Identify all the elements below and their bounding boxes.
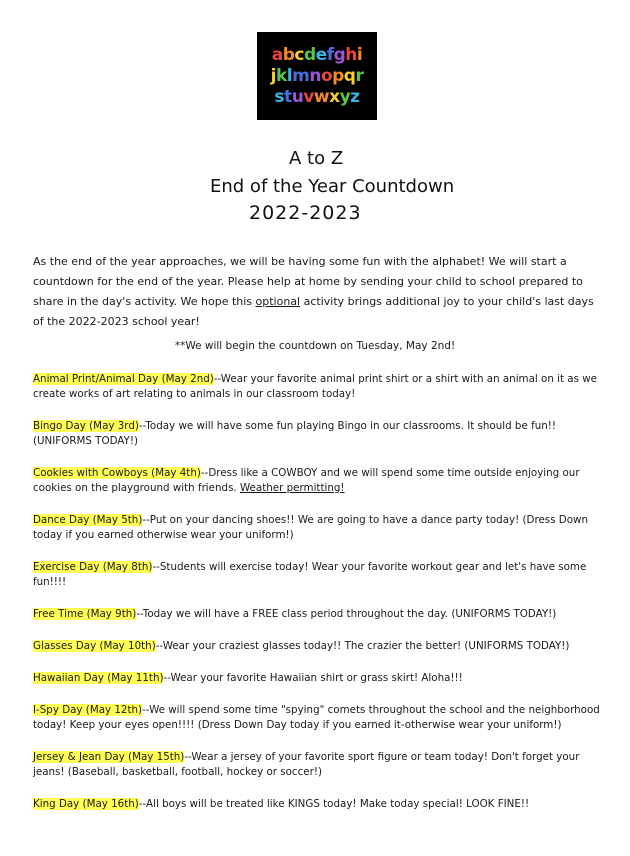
- day-label-highlight: Hawaiian Day (May 11th): [33, 672, 164, 684]
- day-label-highlight: Dance Day (May 5th): [33, 514, 143, 526]
- logo-row-2: [271, 66, 364, 87]
- countdown-item: [33, 607, 605, 622]
- day-label-highlight: Free Time (May 9th): [33, 608, 137, 620]
- logo-letter: c: [294, 44, 304, 65]
- countdown-item: [33, 797, 605, 812]
- day-description: --Dress like a COWBOY and we will spend some time outside enjoying our cookies on the playground with friends.: [33, 467, 580, 494]
- day-label-highlight: Exercise Day (May 8th): [33, 561, 153, 573]
- logo-letter: z: [350, 86, 360, 107]
- day-description: --Wear your favorite animal print shirt or a shirt with an animal on it as we create works of art relating to animals in our classroom today!: [33, 373, 598, 400]
- logo-letter: h: [345, 44, 357, 65]
- logo-letter: o: [320, 65, 333, 86]
- logo-letter: f: [326, 44, 334, 65]
- day-label-highlight: Glasses Day (May 10th): [33, 640, 156, 652]
- day-description: --We will spend some time "spying" comets throughout the school and the neighborhood today! Keep your eyes open!!!! (Dress Down Day today if you earned it-otherwise wear your uniform!): [33, 704, 600, 731]
- day-description: --Wear your craziest glasses today!! The crazier the better! (UNIFORMS TODAY!): [155, 640, 570, 652]
- title-line-3: 2022-2023: [249, 202, 362, 224]
- countdown-item: [33, 513, 605, 543]
- day-note-underlined: Weather permitting!: [239, 482, 345, 494]
- logo-letter: u: [291, 86, 304, 107]
- logo-letter: g: [333, 44, 346, 65]
- logo-letter: j: [270, 65, 276, 86]
- logo-letter: l: [286, 65, 293, 86]
- countdown-item: [33, 419, 605, 449]
- logo-letter: d: [304, 44, 316, 65]
- day-label-highlight: King Day (May 16th): [33, 798, 139, 810]
- day-label-highlight: Bingo Day (May 3rd): [33, 420, 139, 432]
- day-description: --Put on your dancing shoes!! We are going to have a dance party today! (Dress Down today if you earned otherwise wear your uniform!): [33, 514, 588, 541]
- title-line-2: End of the Year Countdown: [210, 176, 455, 197]
- intro-text-before: As the end of the year approaches, we will be having some fun with the alphabet! We will start a countdown for the end of the year. Please help at home by sending your child to school prepared to share in the day's activity. We hope this: [33, 255, 583, 308]
- intro-underlined-word: optional: [255, 295, 301, 308]
- day-label-highlight: I-Spy Day (May 12th): [33, 704, 143, 716]
- begin-note: **We will begin the countdown on Tuesday, May 2nd!: [174, 340, 456, 352]
- logo-letter: p: [332, 65, 344, 86]
- logo-letter: y: [339, 86, 351, 107]
- logo-row-3: [274, 87, 359, 108]
- logo-letter: a: [271, 44, 283, 65]
- logo-letter: w: [313, 86, 330, 107]
- day-label-highlight: Animal Print/Animal Day (May 2nd): [33, 373, 214, 385]
- logo-letter: q: [343, 65, 356, 86]
- intro-text-after: activity brings additional joy to your child's last days of the 2022-2023 school year!: [33, 295, 594, 328]
- alphabet-logo: [257, 32, 377, 120]
- logo-letter: x: [329, 86, 340, 107]
- day-description: --All boys will be treated like KINGS today! Make today special! LOOK FINE!!: [138, 798, 530, 810]
- countdown-item: [33, 466, 605, 496]
- countdown-item: [33, 750, 605, 780]
- logo-row-1: [272, 45, 362, 66]
- logo-letter: e: [315, 44, 327, 65]
- day-description: --Today we will have a FREE class period throughout the day. (UNIFORMS TODAY!): [136, 608, 557, 620]
- countdown-item: [33, 560, 605, 590]
- logo-letter: r: [355, 65, 364, 86]
- countdown-item: [33, 671, 605, 686]
- countdown-item: [33, 639, 605, 654]
- day-description: --Wear your favorite Hawaiian shirt or grass skirt! Aloha!!!: [163, 672, 463, 684]
- logo-letter: k: [275, 65, 287, 86]
- logo-letter: v: [303, 86, 314, 107]
- logo-letter: i: [356, 44, 363, 65]
- logo-letter: m: [292, 65, 310, 86]
- countdown-item: [33, 372, 605, 402]
- day-description: --Wear a jersey of your favorite sport figure or team today! Don't forget your jeans! (Baseball, basketball, football, hockey or soccer!): [33, 751, 580, 778]
- countdown-item: [33, 703, 605, 733]
- day-label-highlight: Jersey & Jean Day (May 15th): [33, 751, 185, 763]
- countdown-list: [33, 372, 605, 829]
- title-line-1: A to Z: [289, 148, 344, 169]
- logo-letter: n: [309, 65, 321, 86]
- intro-paragraph: [33, 252, 601, 332]
- day-description: --Today we will have some fun playing Bingo in our classrooms. It should be fun!! (UNIFORMS TODAY!): [33, 420, 557, 447]
- logo-letter: b: [282, 44, 295, 65]
- day-label-highlight: Cookies with Cowboys (May 4th): [33, 467, 201, 479]
- day-description: --Students will exercise today! Wear your favorite workout gear and let's have some fun!!!!: [33, 561, 587, 588]
- logo-letter: t: [284, 86, 292, 107]
- logo-letter: s: [274, 86, 285, 107]
